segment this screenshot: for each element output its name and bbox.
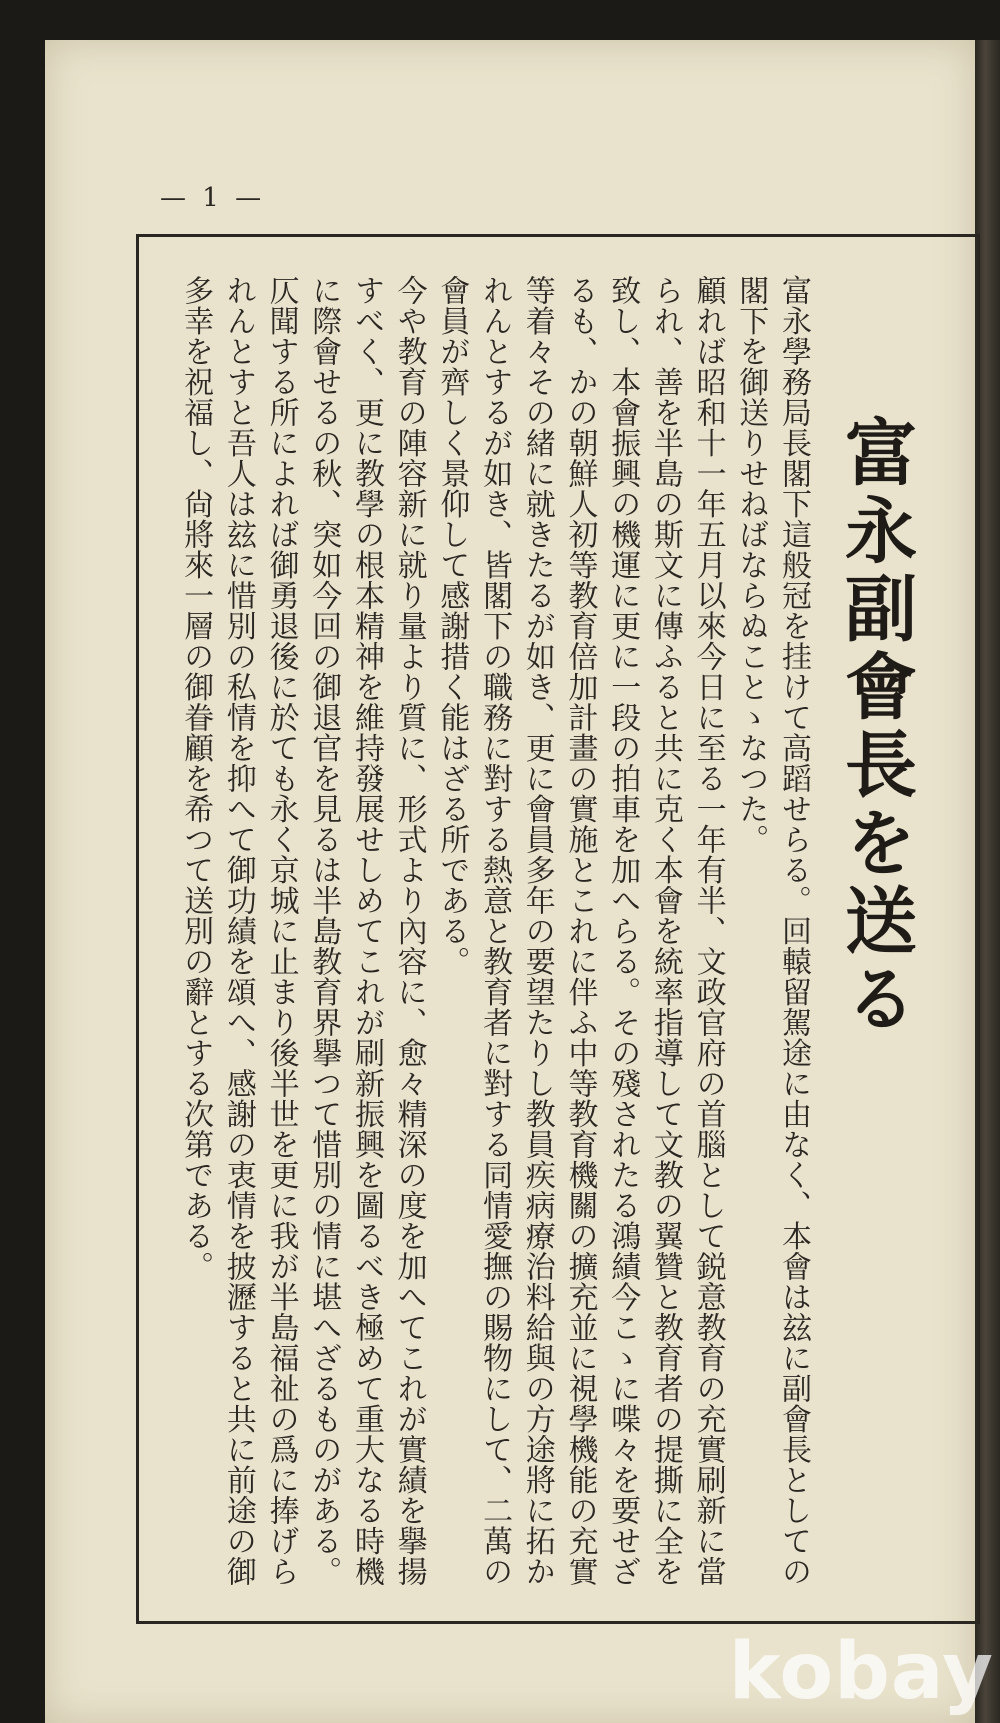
paragraph: 富永學務局長閣下這般冠を挂けて高蹈せらる。回轅留駕途に由なく、本會は玆に副會長としての閣下を御送りせねばならぬことゝなつた。 bbox=[733, 275, 811, 1587]
paragraph: 顧れば昭和十一年五月以來今日に至る一年有半、文政官府の首腦として鋭意教育の充實刷新に當られ、善を半島の斯文に傳ふると共に克く本會を統率指導して文教の翼贊と教育者の提撕に全を致し、本會振興の機運に更に一段の拍車を加へらる。その殘されたる鴻績今こゝに喋々を要せざるも、かの朝鮮人初等教育倍加計畫の實施とこれに伴ふ中等教育機關の擴充並に視學機能の充實等着々その緒に就きたるが如き、更に會員多年の要望たりし教員疾病療治料給與の方途將に拓かれんとするが如き、皆閣下の職務に對する熱意と教育者に對する同情愛撫の賜物にして、二萬の會員が齊しく景仰して感謝措く能はざる所である。 bbox=[434, 275, 726, 1587]
page-number: — 1 — bbox=[160, 183, 266, 213]
paragraph: 今や教育の陣容新に就り量より質に、形式より內容に、愈々精深の度を加へてこれが實績を擧揚すべく、更に教學の根本精神を維持發展せしめてこれが刷新振興を圖るべき極めて重大なる時機に際會せるの秋、突如今回の御退官を見るは半島教育界擧つて惜別の情に堪へざるものがある。 bbox=[306, 275, 427, 1587]
paragraph: 仄聞する所によれば御勇退後に於ても永く京城に止まり後半世を更に我が半島福祉の爲に捧げられんとすと吾人は玆に惜別の私情を抑へて御功績を頌へ、感謝の衷情を披瀝すると共に前途の御多幸を祝福し、尙將來一層の御眷顧を希つて送別の辭とする次第である。 bbox=[178, 275, 299, 1587]
article-title: 富永副會長を送る bbox=[833, 415, 918, 1039]
article-body bbox=[158, 275, 814, 1595]
watermark-logo: kobay bbox=[728, 1627, 994, 1717]
